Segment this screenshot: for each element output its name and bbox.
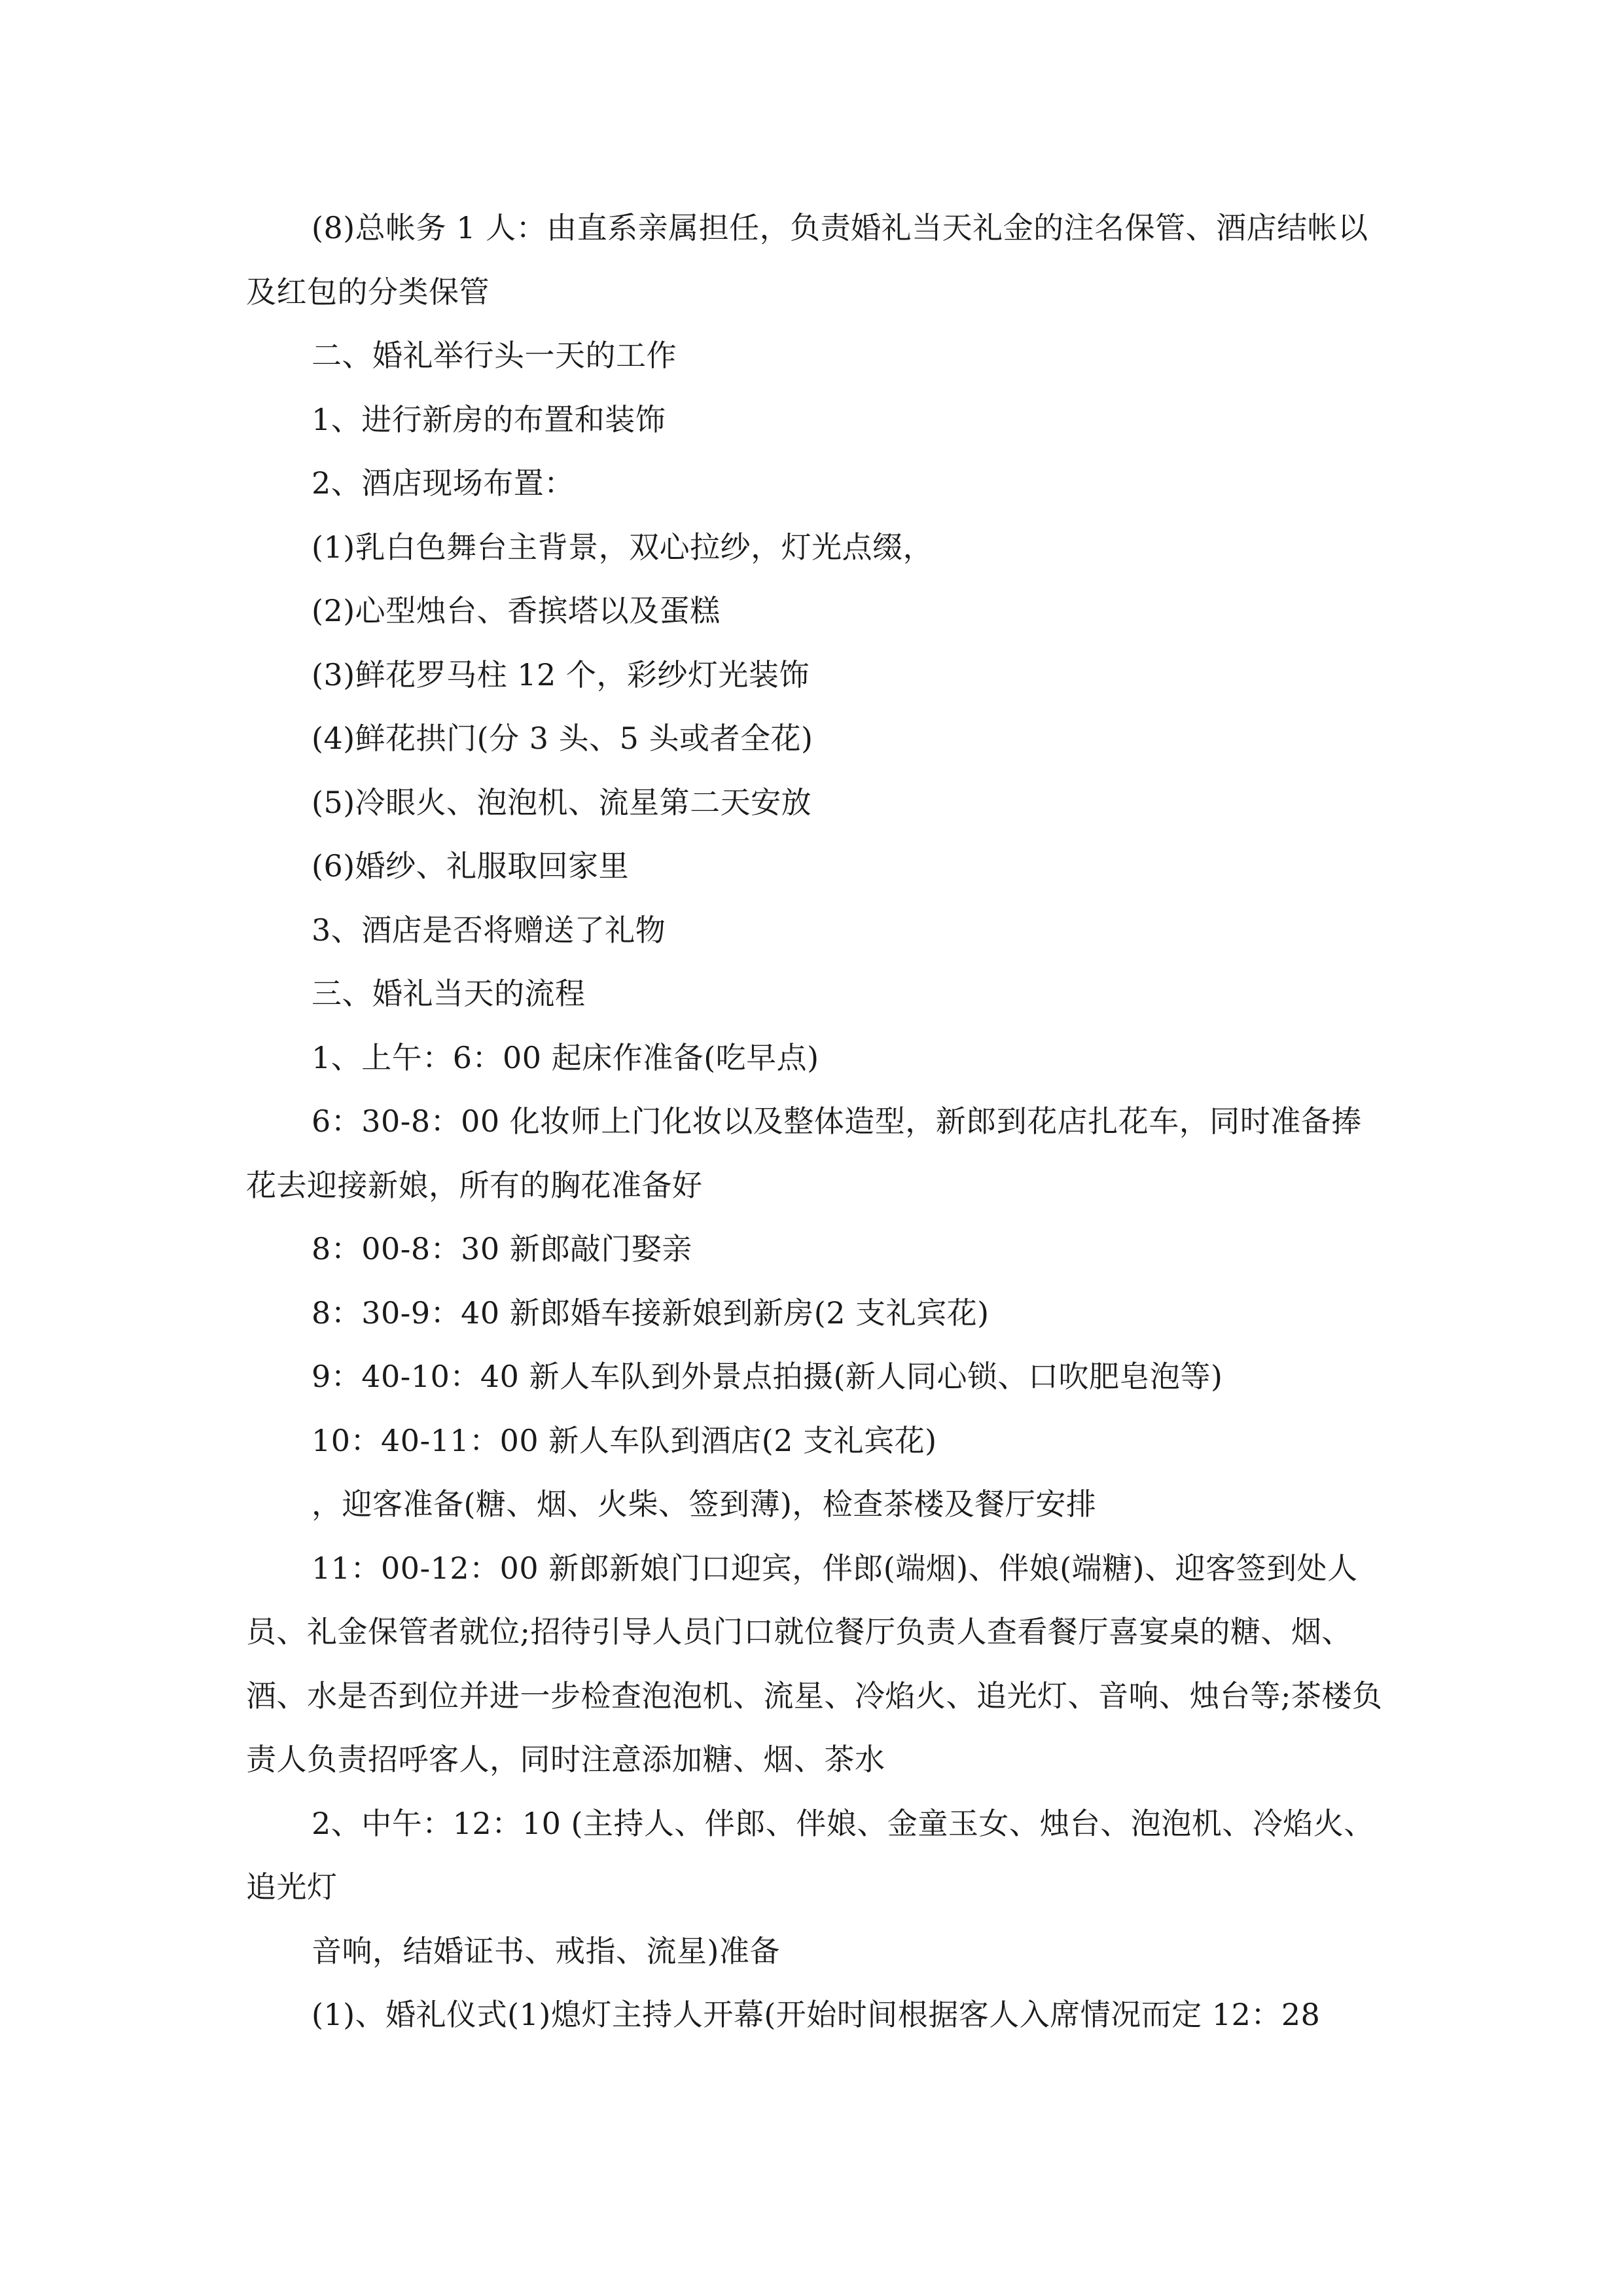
heading-day-before: 二、婚礼举行头一天的工作 [312, 338, 677, 373]
paragraph-photo: 9：40-10：40 新人车队到外景点拍摄(新人同心锁、口吹肥皂泡等) [312, 1359, 1223, 1394]
paragraph-noon: 2、中午：12：10 (主持人、伴郎、伴娘、金童玉女、烛台、泡泡机、冷焰火、追光灯 [246, 1805, 1374, 1905]
paragraph-sound: 音响，结婚证书、戒指、流星)准备 [312, 1933, 780, 1969]
paragraph-door: 8：00-8：30 新郎敲门娶亲 [312, 1231, 692, 1266]
paragraph-setup-3: (3)鲜花罗马柱 12 个，彩纱灯光装饰 [312, 656, 810, 692]
heading-wedding-day: 三、婚礼当天的流程 [312, 976, 586, 1011]
paragraph-setup-5: (5)冷眼火、泡泡机、流星第二天安放 [312, 784, 812, 820]
paragraph-hotel-setup: 2、酒店现场布置： [312, 465, 575, 501]
paragraph-new-room: 1、进行新房的布置和装饰 [312, 401, 666, 437]
paragraph-morning: 1、上午：6：00 起床作准备(吃早点) [312, 1039, 819, 1075]
paragraph-setup-4: (4)鲜花拱门(分 3 头、5 头或者全花) [312, 721, 813, 756]
document-body [246, 196, 1385, 2047]
paragraph-setup-2: (2)心型烛台、香摈塔以及蛋糕 [312, 593, 721, 628]
paragraph-gifts: 3、酒店是否将赠送了礼物 [312, 912, 666, 948]
paragraph-accountant: (8)总帐务 1 人：由直系亲属担任，负责婚礼当天礼金的注名保管、酒店结帐以及红包的分类保管 [246, 210, 1368, 310]
paragraph-makeup: 6：30-8：00 化妆师上门化妆以及整体造型，新郎到花店扎花车，同时准备捧花去迎接新娘，所有的胸花准备好 [246, 1103, 1362, 1203]
paragraph-ceremony: (1)、婚礼仪式(1)熄灯主持人开幕(开始时间根据客人入席情况而定 12：28 [312, 1997, 1321, 2032]
paragraph-setup-1: (1)乳白色舞台主背景，双心拉纱，灯光点缀， [312, 529, 934, 565]
paragraph-setup-6: (6)婚纱、礼服取回家里 [312, 848, 630, 884]
paragraph-car: 8：30-9：40 新郎婚车接新娘到新房(2 支礼宾花) [312, 1295, 990, 1331]
paragraph-greeting-prep: ，迎客准备(糖、烟、火柴、签到薄)，检查茶楼及餐厅安排 [312, 1486, 1097, 1522]
paragraph-to-hotel: 10：40-11：00 新人车队到酒店(2 支礼宾花) [312, 1422, 937, 1458]
paragraph-reception: 11：00-12：00 新郎新娘门口迎宾，伴郎(端烟)、伴娘(端糖)、迎客签到处人员、礼金保管者就位;招待引导人员门口就位餐厅负责人查看餐厅喜宴桌的糖、烟、酒、水是否到位并进一步检查泡泡机、流星、冷焰火、追光灯、音响、烛台等;茶楼负责人负责招呼客人，同时注意添加糖、烟、茶水 [246, 1550, 1383, 1777]
